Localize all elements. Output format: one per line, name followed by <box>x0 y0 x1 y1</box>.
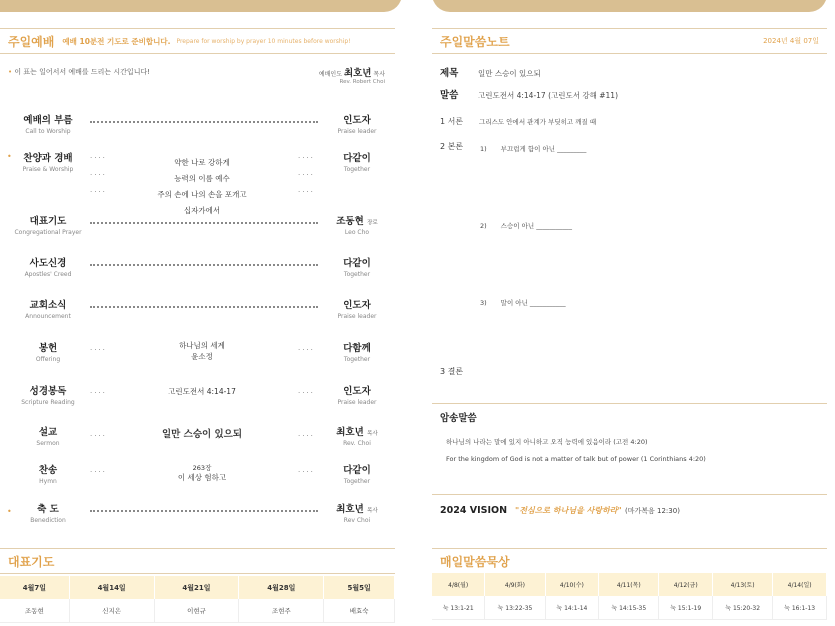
note-bullet: • <box>8 68 13 76</box>
order-item-leader: 인도자 Praise leader <box>337 386 377 406</box>
daily-ref: 눅 13:22-35 <box>485 596 545 619</box>
prayer-schedule-table <box>0 576 395 623</box>
daily-ref: 눅 14:1-14 <box>545 596 599 619</box>
note-text: 이 표는 일어서서 예배를 드리는 시간입니다! <box>14 68 151 76</box>
sermon-scripture <box>440 87 618 101</box>
dotted-leader <box>90 306 318 308</box>
daily-date: 4/9(화) <box>485 573 545 596</box>
subject-value: 일만 스승이 있으되 <box>478 69 541 78</box>
prayer-name: 조현주 <box>239 599 324 622</box>
offering-performer: 윤소정 <box>191 352 213 361</box>
prayer-title: 대표기도 <box>8 554 55 569</box>
divider <box>432 403 827 404</box>
dots-right: ···· <box>298 154 315 162</box>
prayer-table-header <box>0 576 395 599</box>
song-3: 주의 손에 나의 손을 포개고 <box>157 190 247 199</box>
memory-verse-ko: 하나님의 나라는 말에 있지 아니하고 오직 능력에 있음이라 (고전 4:20) <box>446 438 648 446</box>
prayer-date: 4월7일 <box>0 576 69 599</box>
dotted-leader <box>90 264 318 266</box>
order-item-leader: 다같이 Together <box>343 258 371 278</box>
notes-date: 2024년 4월 07일 <box>763 37 819 45</box>
offering-song-title: 하나님의 세계 <box>179 341 225 350</box>
prayer-date: 5월5일 <box>324 576 395 599</box>
notes-title: 주일말씀노트 <box>440 34 510 49</box>
hymn-title: 이 세상 험하고 <box>177 473 227 482</box>
scripture-ref: 고린도전서 4:14-17 <box>168 387 236 396</box>
order-item-leader: 다같이 Together <box>343 153 371 173</box>
dots-left: ···· <box>90 154 107 162</box>
standing-bullet-icon: • <box>7 507 12 516</box>
daily-date: 4/13(토) <box>713 573 773 596</box>
order-item-title: 찬송 Hymn <box>38 465 58 485</box>
order-item-title: 성경봉독 Scripture Reading <box>21 386 75 406</box>
memory-title: 암송말씀 <box>440 413 477 424</box>
page-tab-decoration <box>0 0 402 12</box>
order-item-leader: 다함께 Together <box>343 343 371 363</box>
leader-name: 최호년 <box>343 68 372 79</box>
dots-right: ···· <box>298 432 315 440</box>
worship-subtitle-en: Prepare for worship by prayer 10 minutes before worship! <box>176 37 351 45</box>
daily-reading-table <box>432 573 827 620</box>
order-item-title: 사도신경 Apostles' Creed <box>24 258 72 278</box>
order-item-leader: 최호년 목사 Rev. Choi <box>336 427 378 447</box>
sermon-subject <box>440 65 541 79</box>
daily-date: 4/8(월) <box>432 573 485 596</box>
dots-left: ···· <box>90 432 107 440</box>
body-point-2: 2) 스승이 아닌 ___________ <box>480 222 572 230</box>
prayer-name: 이현규 <box>154 599 239 622</box>
body-label: 2 본론 <box>440 142 464 151</box>
order-item-leader: 인도자 Praise leader <box>337 300 377 320</box>
daily-table-header <box>432 573 827 596</box>
daily-date: 4/14(일) <box>773 573 827 596</box>
daily-date: 4/12(금) <box>659 573 713 596</box>
daily-date: 4/10(수) <box>545 573 599 596</box>
hymn-info <box>112 463 292 483</box>
sermon-notes-page <box>432 0 827 626</box>
memory-verse-en: For the kingdom of God is not a matter of talk but of power (1 Corinthians 4:20) <box>446 455 706 463</box>
hymn-number: 263장 <box>192 464 212 472</box>
prayer-table-row <box>0 599 395 622</box>
prayer-name: 신지은 <box>69 599 154 622</box>
order-item-title: 축 도 Benediction <box>30 504 66 524</box>
page-tab-decoration <box>432 0 827 12</box>
worship-page <box>0 0 395 626</box>
daily-title: 매일말씀묵상 <box>440 554 510 569</box>
daily-table-row <box>432 596 827 619</box>
prayer-date: 4월28일 <box>239 576 324 599</box>
vision-banner <box>440 505 680 516</box>
vision-ref: (마가복음 12:30) <box>625 507 680 515</box>
standing-bullet-icon: • <box>7 152 12 161</box>
daily-ref: 눅 15:20-32 <box>713 596 773 619</box>
song-1: 약한 나로 강하게 <box>174 158 230 167</box>
dotted-leader <box>90 121 318 123</box>
dotted-leader <box>90 510 318 512</box>
dots-right: ···· <box>298 171 315 179</box>
scripture-label: 말씀 <box>440 90 459 101</box>
conclusion-label: 3 결론 <box>440 367 464 376</box>
order-item-leader: 다같이 Together <box>343 465 371 485</box>
worship-subtitle: 예배 10분전 기도로 준비합니다. <box>62 36 171 46</box>
leader-title: 목사 <box>373 71 385 78</box>
order-item-title: 찬양과 경배 Praise & Worship <box>22 153 74 173</box>
dots-left: ···· <box>90 346 107 354</box>
order-item-title: 봉헌 Offering <box>35 343 61 363</box>
prayer-date: 4월14일 <box>69 576 154 599</box>
vision-label: 2024 VISION <box>440 505 508 516</box>
prayer-name: 조동현 <box>0 599 69 622</box>
vision-quote: "전심으로 하나님을 사랑하라" <box>515 506 622 515</box>
scripture-value: 고린도전서 4:14-17 (고린도서 강해 #11) <box>478 91 619 100</box>
song-4: 십자가에서 <box>183 206 221 215</box>
song-2: 능력의 이름 예수 <box>174 174 230 183</box>
divider <box>432 494 827 495</box>
dots-right: ···· <box>298 346 315 354</box>
worship-header <box>0 28 395 54</box>
daily-ref: 눅 16:1-13 <box>773 596 827 619</box>
dots-right: ···· <box>298 468 315 476</box>
prayer-date: 4월21일 <box>154 576 239 599</box>
daily-ref: 눅 13:1-21 <box>432 596 485 619</box>
offering-song <box>112 340 292 362</box>
daily-ref: 눅 14:15-35 <box>599 596 659 619</box>
prayer-name: 배효숙 <box>324 599 395 622</box>
body-point-3: 3) 말이 아닌 ___________ <box>480 299 566 307</box>
daily-ref: 눅 15:1-19 <box>659 596 713 619</box>
song-list <box>112 155 292 219</box>
dots-left: ···· <box>90 389 107 397</box>
dots-left: ···· <box>90 171 107 179</box>
daily-header <box>432 548 827 574</box>
dots-right: ···· <box>298 389 315 397</box>
intro-text: 그리스도 안에서 관계가 부딪히고 깨질 때 <box>479 118 597 126</box>
order-item-leader: 조동현 장로 Leo Cho <box>336 216 378 236</box>
order-item-title: 대표기도 Congregational Prayer <box>14 216 82 236</box>
dots-right: ···· <box>298 188 315 196</box>
dots-left: ···· <box>90 188 107 196</box>
sermon-title: 일만 스승이 있으되 <box>161 429 243 440</box>
worship-title: 주일예배 <box>8 34 55 49</box>
leader-name-en: Rev. Robert Choi <box>339 79 385 85</box>
order-item-title: 교회소식 Announcement <box>25 300 71 320</box>
intro-label: 1 서론 <box>440 117 464 126</box>
intro <box>440 116 596 127</box>
notes-header <box>432 28 827 54</box>
body-point-1: 1) 부끄럽게 함이 아닌 _________ <box>480 145 587 153</box>
order-item-leader: 인도자 Praise leader <box>337 115 377 135</box>
order-item-title: 예배의 부름 Call to Worship <box>23 115 73 135</box>
dots-left: ···· <box>90 468 107 476</box>
prayer-header <box>0 548 395 574</box>
worship-leader <box>319 65 385 85</box>
standing-note <box>8 67 150 77</box>
subject-label: 제목 <box>440 68 459 79</box>
order-item-title: 설교 Sermon <box>36 427 60 447</box>
leader-role: 예배인도 <box>318 71 343 78</box>
dotted-leader <box>90 222 318 224</box>
daily-date: 4/11(목) <box>599 573 659 596</box>
order-item-leader: 최호년 목사 Rev Choi <box>336 504 378 524</box>
